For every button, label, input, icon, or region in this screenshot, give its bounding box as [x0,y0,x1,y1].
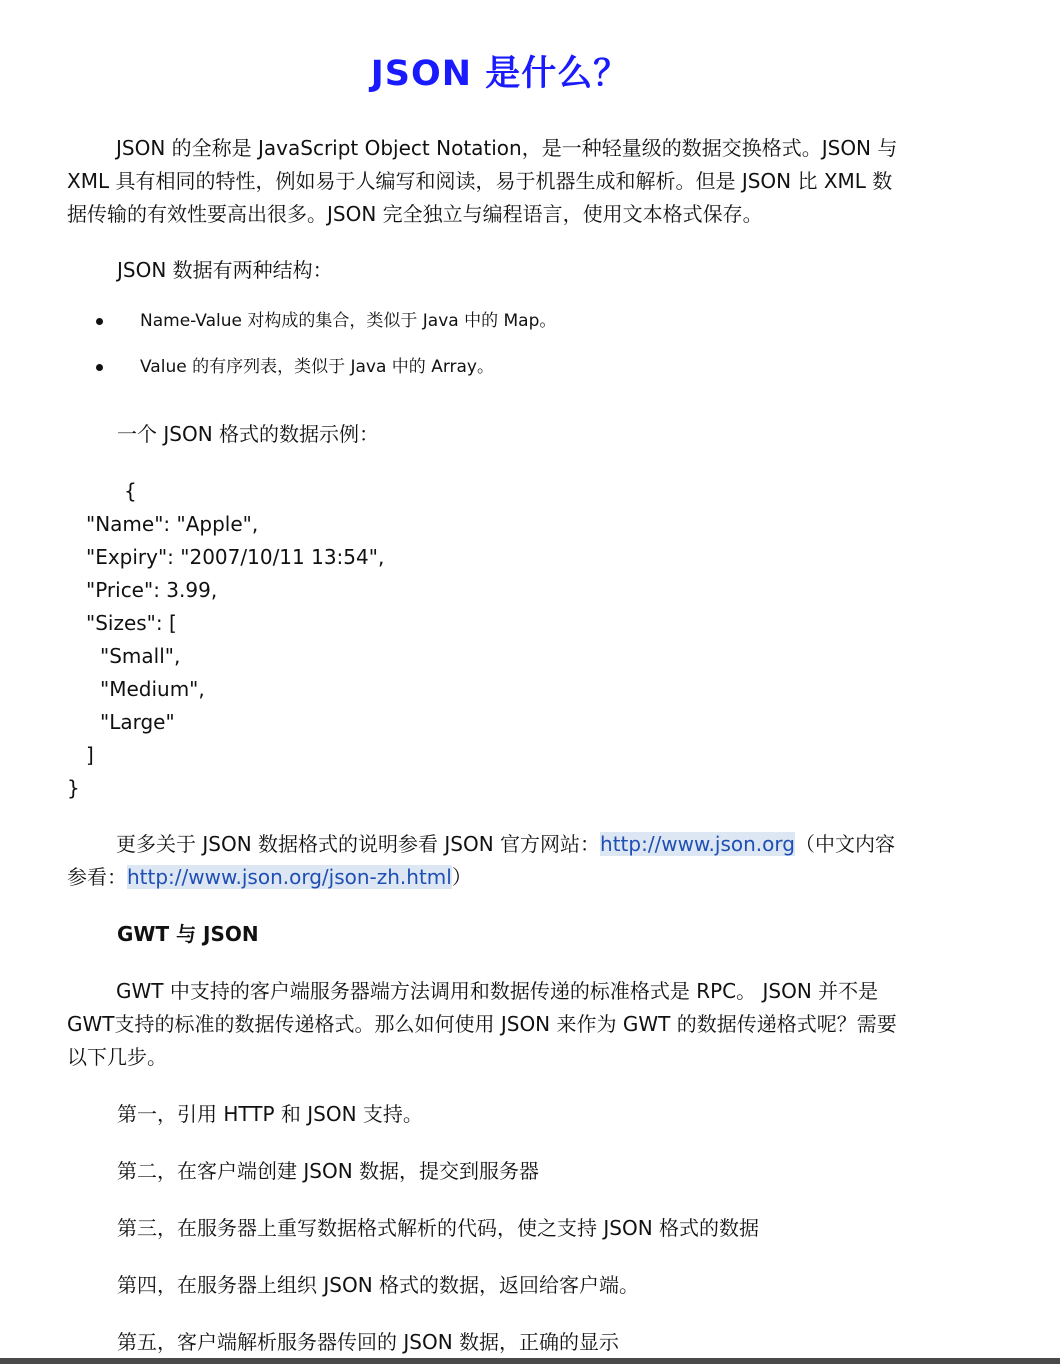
more-info-prefix: 更多关于 JSON 数据格式的说明参看 JSON 官方网站： [116,832,601,856]
intro-paragraph: JSON 的全称是 JavaScript Object Notation，是一种轻量级的数据交换格式。JSON 与 XML 具有相同的特性，例如易于人编写和阅读，易于机器生成和解析。但是 JSON 比 XML 数据传输的有效性要高出很多。JSON 完全独立与编程语言，使用文本格式保存。 [67,136,898,226]
page-bottom-border [0,1358,1060,1364]
code-line: "Price": 3.99, [86,578,218,602]
more-info-middle: （中文内容参看： [67,832,895,889]
page-title: JSON 是什么？ [370,54,630,94]
more-info-paragraph [67,828,907,894]
code-line: "Sizes": [ [86,611,177,635]
bullet-icon [96,318,103,325]
json-zh-link[interactable]: http://www.json.org/json-zh.html [127,865,452,889]
step-item: 第三，在服务器上重写数据格式解析的代码，使之支持 JSON 格式的数据 [117,1216,760,1240]
code-line: ] [86,743,94,767]
more-info-suffix: ） [451,865,472,889]
code-line: } [67,776,80,800]
step-item: 第一，引用 HTTP 和 JSON 支持。 [117,1102,423,1126]
code-line: "Name": "Apple", [86,512,259,536]
list-item-text: Value 的有序列表，类似于 Java 中的 Array。 [140,357,494,377]
code-line: "Large" [100,710,175,734]
example-intro: 一个 JSON 格式的数据示例： [117,422,380,446]
json-org-link[interactable]: http://www.json.org [600,832,795,856]
gwt-paragraph: GWT 中支持的客户端服务器端方法调用和数据传递的标准格式是 RPC。 JSON 并不是 GWT支持的标准的数据传递格式。那么如何使用 JSON 来作为 GWT 的数据传递格式呢？需要以下几步。 [67,979,897,1069]
code-line: "Expiry": "2007/10/11 13:54", [86,545,385,569]
code-line: "Medium", [100,677,205,701]
step-item: 第五，客户端解析服务器传回的 JSON 数据，正确的显示 [117,1330,620,1354]
section-heading: GWT 与 JSON [117,922,259,946]
code-line: "Small", [100,644,181,668]
bullet-icon [96,364,103,371]
step-item: 第二，在客户端创建 JSON 数据，提交到服务器 [117,1159,540,1183]
list-item-text: Name-Value 对构成的集合，类似于 Java 中的 Map。 [140,311,557,331]
step-item: 第四，在服务器上组织 JSON 格式的数据，返回给客户端。 [117,1273,640,1297]
structures-intro: JSON 数据有两种结构： [117,258,333,282]
code-line: { [124,479,137,503]
